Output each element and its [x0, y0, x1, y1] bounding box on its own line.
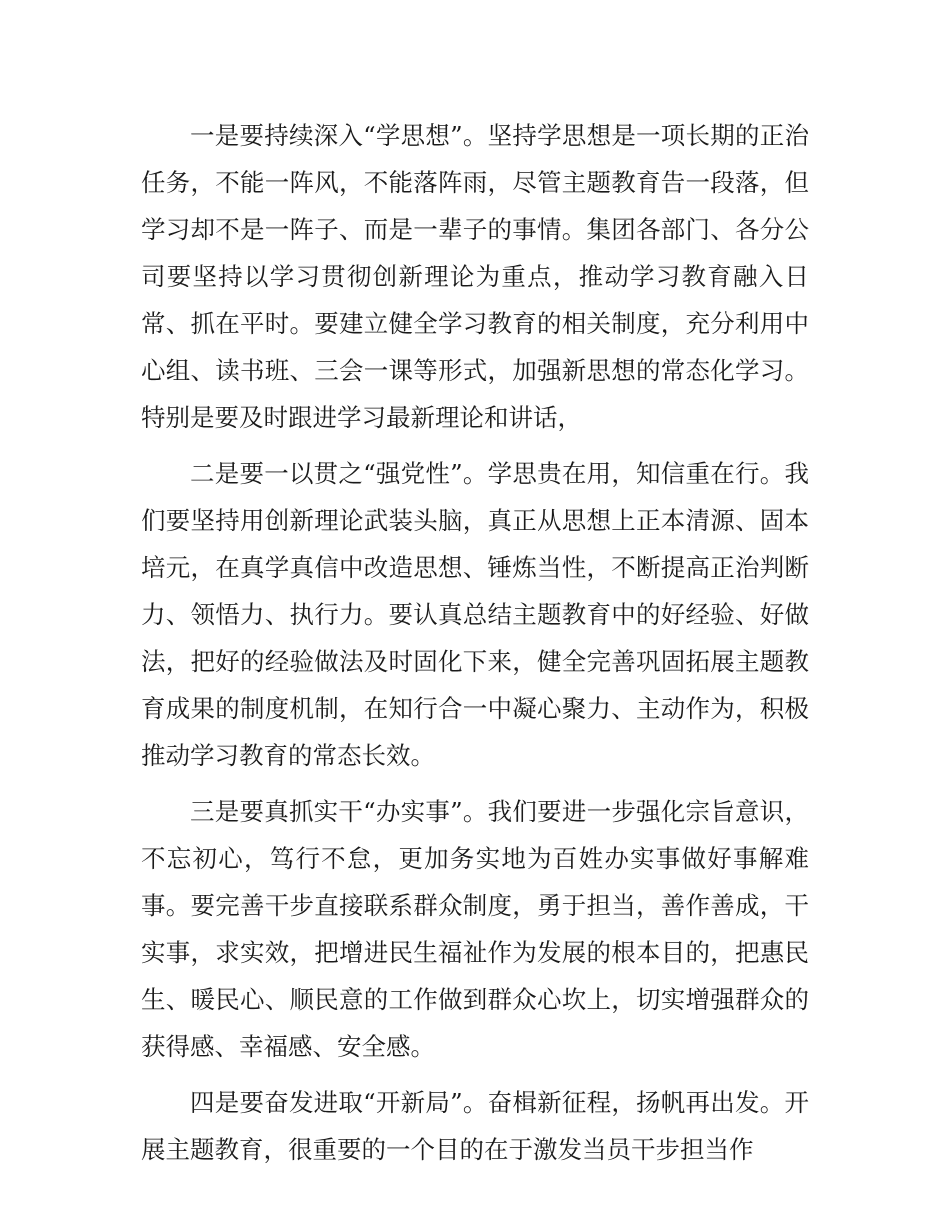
- paragraph-party-spirit: 二是要一以贯之“强党性”。学思贵在用，知信重在行。我们要坚持用创新理论武装头脑，真正从思想上正本清源、固本培元，在真学真信中改造思想、锤炼当性，不断提高正治判断力、领悟力、执行力。要认真总结主题教育中的好经验、好做法，把好的经验做法及时固化下来，健全完善巩固拓展主题教育成果的制度机制，在知行合一中凝心聚力、主动作为，积极推动学习教育的常态长效。: [141, 459, 809, 770]
- document-body: [141, 112, 809, 1173]
- paragraph-practical-work: 三是要真抓实干“办实事”。我们要进一步强化宗旨意识，不忘初心，笃行不怠，更加务实地为百姓办实事做好事解难事。要完善干步直接联系群众制度，勇于担当，善作善成，干实事，求实效，把增进民生福祉作为发展的根本目的，把惠民生、暖民心、顺民意的工作做到群众心坎上，切实增强群众的获得感、幸福感、安全感。: [141, 797, 809, 1061]
- paragraph-new-situation: 四是要奋发进取“开新局”。奋楫新征程，扬帆再出发。开展主题教育，很重要的一个目的在于激发当员干步担当作: [141, 1088, 809, 1164]
- paragraph-study-thought: 一是要持续深入“学思想”。坚持学思想是一项长期的正治任务，不能一阵风，不能落阵雨，尽管主题教育告一段落，但学习却不是一阵子、而是一辈子的事情。集团各部门、各分公司要坚持以学习贯彻创新理论为重点，推动学习教育融入日常、抓在平时。要建立健全学习教育的相关制度，充分利用中心组、读书班、三会一课等形式，加强新思想的常态化学习。特别是要及时跟进学习最新理论和讲话，: [141, 121, 809, 432]
